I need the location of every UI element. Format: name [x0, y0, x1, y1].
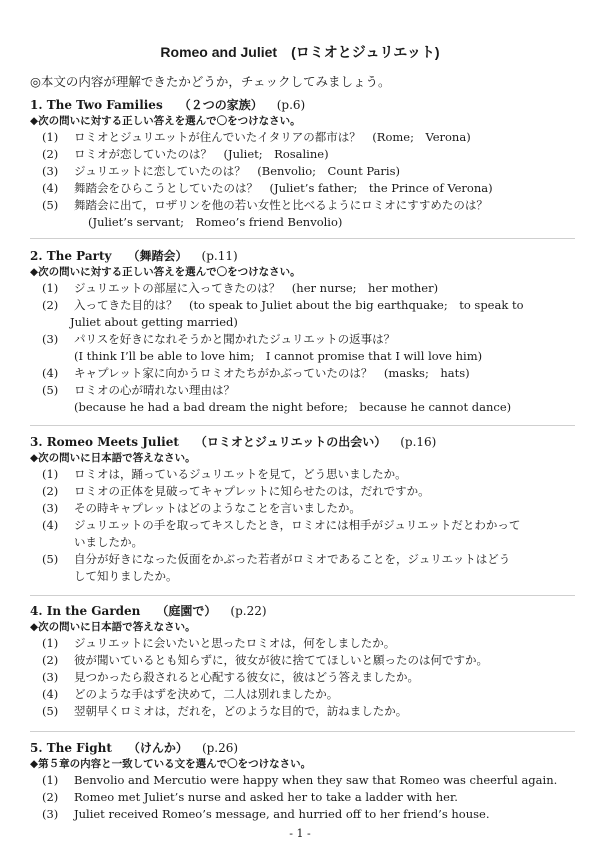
section-romeo-meets-juliet	[30, 434, 575, 585]
section-title-jp: （２つの家族）	[178, 98, 263, 112]
question-text: ロミオは，踊っているジュリエットを見て，どう思いましたか。	[74, 467, 407, 481]
question-number: (2)	[42, 298, 59, 312]
question-number: (3)	[42, 807, 59, 821]
section-page-ref: (p.22)	[230, 604, 267, 618]
question-text: 翌朝早くロミオは，だれを，どのような目的で，訪ねましたか。	[74, 704, 408, 718]
question-number: (2)	[42, 653, 59, 667]
section-title-en: 3. Romeo Meets Juliet	[30, 435, 179, 449]
question-text: ジュリエットの部屋に入ってきたのは？ (her nurse; her mother)	[74, 281, 439, 295]
question-number: (5)	[42, 383, 59, 397]
page-title: Romeo and Juliet (ロミオとジュリエット)	[160, 44, 440, 60]
section-heading	[30, 740, 575, 756]
question-answer-choices: (Juliet’s servant; Romeo’s friend Benvolio)	[88, 215, 343, 229]
question-item	[30, 703, 575, 720]
question-number: (3)	[42, 501, 59, 515]
question-text: Romeo met Juliet’s nurse and asked her to take a ladder with her.	[74, 790, 458, 804]
question-text: 舞踏会に出て，ロザリンを他の若い女性と比べるようにロミオにすすめたのは？	[74, 198, 488, 212]
question-number: (4)	[42, 518, 59, 532]
section-instruction: ◆次の問いに対する正しい答えを選んで〇をつけなさい。	[30, 266, 301, 278]
section-instruction: ◆次の問いに日本語で答えなさい。	[30, 452, 196, 464]
question-number: (4)	[42, 181, 59, 195]
section-heading	[30, 434, 575, 450]
question-item	[30, 669, 575, 686]
question-number: (1)	[42, 636, 59, 650]
question-item	[30, 197, 575, 231]
question-text: ロミオが恋していたのは？ (Juliet; Rosaline)	[74, 147, 329, 161]
question-number: (4)	[42, 687, 59, 701]
question-text-continued: Juliet about getting married)	[70, 315, 238, 329]
section-page-ref: (p.26)	[201, 741, 239, 755]
question-text: パリスを好きになれそうかと聞かれたジュリエットの返事は？	[74, 332, 396, 346]
question-text: その時キャプレットはどのようなことを言いましたか。	[74, 501, 361, 515]
section-party	[30, 248, 575, 416]
question-number: (5)	[42, 704, 59, 718]
question-text: 舞踏会をひらこうとしていたのは？ (Juliet’s father; the Prince of Verona)	[74, 181, 493, 195]
section-divider	[30, 595, 575, 596]
question-number: (1)	[42, 773, 59, 787]
question-item	[30, 806, 575, 823]
question-text-continued: いましたか。	[74, 535, 143, 549]
question-item	[30, 772, 575, 789]
section-title-en: 4. In the Garden	[30, 604, 141, 618]
section-in-the-garden	[30, 603, 575, 720]
section-divider	[30, 731, 575, 732]
section-title-jp: （けんか）	[127, 741, 188, 755]
question-item	[30, 500, 575, 517]
question-item	[30, 280, 575, 297]
question-item	[30, 365, 575, 382]
question-item	[30, 297, 575, 331]
section-title-jp: （舞踏会）	[127, 249, 188, 263]
question-text: 自分が好きになった仮面をかぶった若者がロミオであることを，ジュリエットはどう	[74, 552, 511, 566]
question-number: (1)	[42, 281, 59, 295]
question-text: ロミオの心が晴れない理由は？	[74, 383, 235, 397]
question-number: (4)	[42, 366, 59, 380]
question-item	[30, 789, 575, 806]
question-text: 入ってきた目的は？ (to speak to Juliet about the big earthquake; to speak to	[74, 298, 524, 312]
question-item	[30, 180, 575, 197]
section-heading	[30, 248, 575, 264]
section-title-en: 5. The Fight	[30, 741, 112, 755]
question-number: (2)	[42, 790, 59, 804]
question-number: (1)	[42, 130, 59, 144]
question-text: 彼が聞いているとも知らずに，彼女が彼に捨ててほしいと願ったのは何ですか。	[74, 653, 488, 667]
question-item	[30, 331, 575, 365]
section-title-en: 2. The Party	[30, 249, 112, 263]
section-instruction: ◆第５章の内容と一致している文を選んで〇をつけなさい。	[30, 758, 312, 770]
question-answer-choices: (because he had a bad dream the night before; because he cannot dance)	[74, 400, 512, 414]
question-item	[30, 517, 575, 551]
question-number: (5)	[42, 198, 59, 212]
question-text: キャプレット家に向かうロミオたちがかぶっていたのは？ (masks; hats)	[74, 366, 470, 380]
section-title-jp: （庭園で）	[156, 604, 217, 618]
question-number: (3)	[42, 332, 59, 346]
section-two-families	[30, 97, 575, 231]
question-item	[30, 686, 575, 703]
question-number: (3)	[42, 670, 59, 684]
question-number: (3)	[42, 164, 59, 178]
question-text: Juliet received Romeo’s message, and hurried off to her friend’s house.	[74, 807, 490, 821]
question-item	[30, 635, 575, 652]
question-item	[30, 382, 575, 416]
question-item	[30, 466, 575, 483]
question-text: 見つかったら殺されると心配する彼女に，彼はどう答えましたか。	[74, 670, 419, 684]
section-title-jp: （ロミオとジュリエットの出会い）	[194, 435, 387, 449]
section-the-fight	[30, 740, 575, 823]
section-page-ref: (p.16)	[400, 435, 437, 449]
section-page-ref: (p.11)	[201, 249, 238, 263]
question-text: ジュリエットに会いたいと思ったロミオは，何をしましたか。	[74, 636, 396, 650]
section-instruction: ◆次の問いに対する正しい答えを選んで〇をつけなさい。	[30, 115, 301, 127]
question-text: ジュリエットの手を取ってキスしたとき，ロミオには相手がジュリエットだとわかって	[74, 518, 521, 532]
question-item	[30, 163, 575, 180]
question-text: ロミオの正体を見破ってキャプレットに知らせたのは，だれですか。	[74, 484, 430, 498]
question-item	[30, 652, 575, 669]
section-divider	[30, 425, 575, 426]
question-answer-choices: (I think I’ll be able to love him; I cannot promise that I will love him)	[74, 349, 483, 363]
question-item	[30, 146, 575, 163]
intro-text: ◎本文の内容が理解できたかどうか，チェックしてみましょう。	[30, 74, 391, 89]
question-text: ジュリエットに恋していたのは？ (Benvolio; Count Paris)	[74, 164, 400, 178]
question-number: (1)	[42, 467, 59, 481]
question-number: (5)	[42, 552, 59, 566]
question-text: ロミオとジュリエットが住んでいたイタリアの都市は？ (Rome; Verona)	[74, 130, 471, 144]
section-title-en: 1. The Two Families	[30, 98, 163, 112]
question-item	[30, 129, 575, 146]
question-item	[30, 483, 575, 500]
section-page-ref: (p.6)	[276, 98, 306, 112]
section-divider	[30, 238, 575, 239]
question-item	[30, 551, 575, 585]
question-text: どのような手はずを決めて，二人は別れましたか。	[74, 687, 339, 701]
question-text: Benvolio and Mercutio were happy when they saw that Romeo was cheerful again.	[74, 773, 558, 787]
section-instruction: ◆次の問いに日本語で答えなさい。	[30, 621, 196, 633]
section-heading	[30, 603, 575, 619]
question-number: (2)	[42, 484, 59, 498]
question-number: (2)	[42, 147, 59, 161]
section-heading	[30, 97, 575, 113]
question-text-continued: して知りましたか。	[74, 569, 178, 583]
page-number: - 1 -	[289, 827, 311, 840]
